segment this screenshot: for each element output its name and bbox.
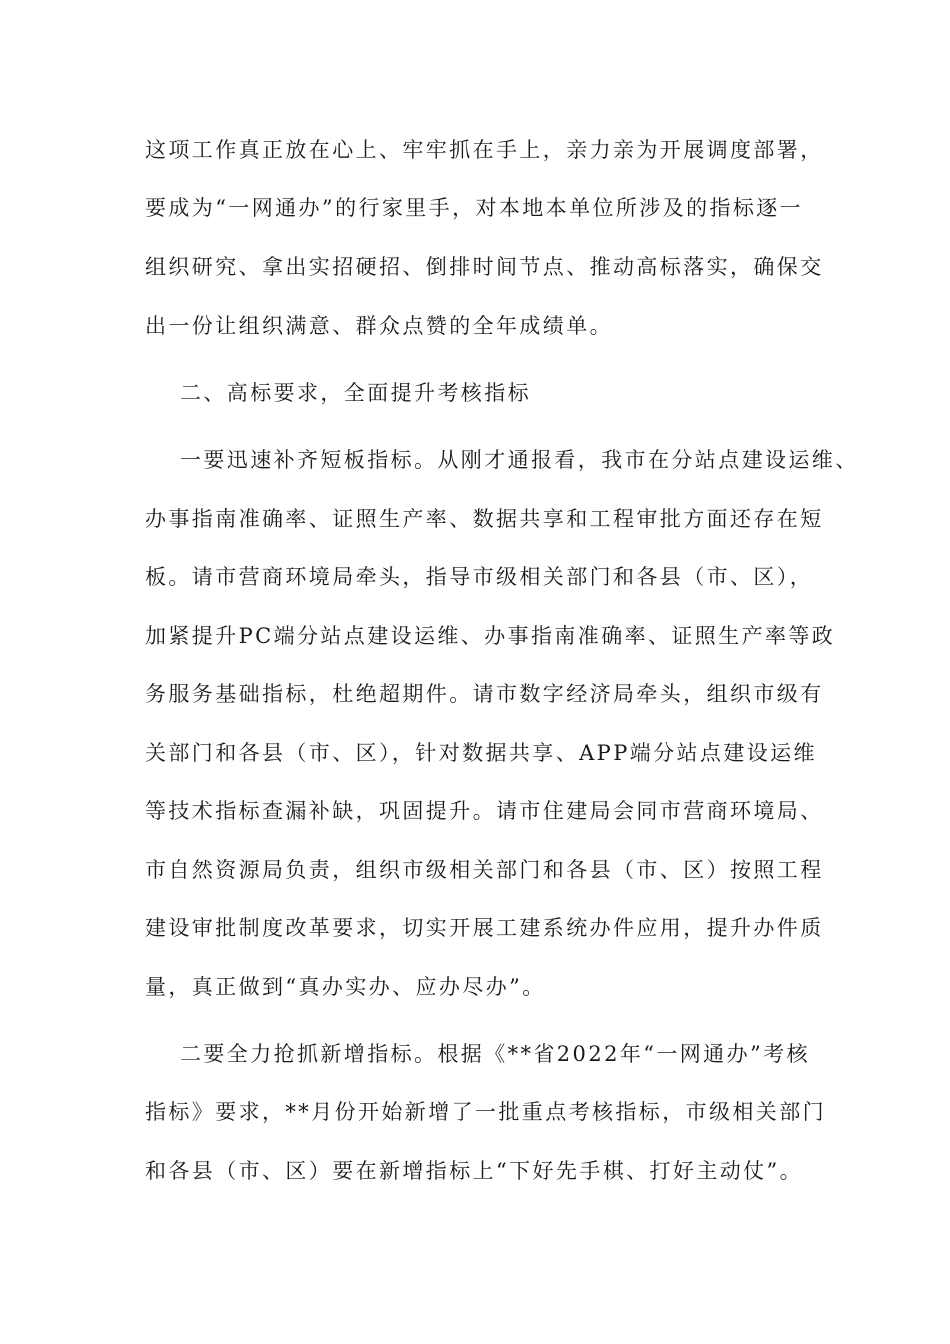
text-line: 和各县（市、区）要在新增指标上“下好先手棋、打好主动仗”。 (145, 1159, 804, 1183)
text-line: 等技术指标查漏补缺，巩固提升。请市住建局会同市营商环境局、 (145, 799, 824, 823)
text-line: 指标》要求，**月份开始新增了一批重点考核指标，市级相关部门 (145, 1100, 826, 1124)
text-line: 板。请市营商环境局牵头，指导市级相关部门和各县（市、区）， (145, 565, 814, 589)
text-line: 要成为“一网通办”的行家里手，对本地本单位所涉及的指标逐一 (145, 196, 804, 220)
text-line: 务服务基础指标，杜绝超期件。请市数字经济局牵头，组织市级有 (145, 682, 824, 706)
text-line: 二要全力抢抓新增指标。根据《**省2022年“一网通办”考核 (180, 1042, 810, 1066)
text-line: 建设审批制度改革要求，切实开展工建系统办件应用，提升办件质 (145, 916, 824, 940)
text-line: 出一份让组织满意、群众点赞的全年成绩单。 (145, 314, 613, 338)
text-line: 量，真正做到“真办实办、应办尽办”。 (145, 975, 546, 999)
text-line: 市自然资源局负责，组织市级相关部门和各县（市、区）按照工程 (145, 858, 824, 882)
text-line: 关部门和各县（市、区），针对数据共享、APP端分站点建设运维 (145, 741, 817, 765)
text-line: 组织研究、拿出实招硬招、倒排时间节点、推动高标落实，确保交 (145, 255, 824, 279)
section-heading: 二、高标要求，全面提升考核指标 (180, 381, 531, 405)
text-line: 这项工作真正放在心上、牢牢抓在手上，亲力亲为开展调度部署， (145, 138, 824, 162)
text-line: 一要迅速补齐短板指标。从刚才通报看，我市在分站点建设运维、 (180, 448, 859, 472)
text-line: 办事指南准确率、证照生产率、数据共享和工程审批方面还存在短 (145, 507, 824, 531)
text-line: 加紧提升PC端分站点建设运维、办事指南准确率、证照生产率等政 (145, 624, 836, 648)
